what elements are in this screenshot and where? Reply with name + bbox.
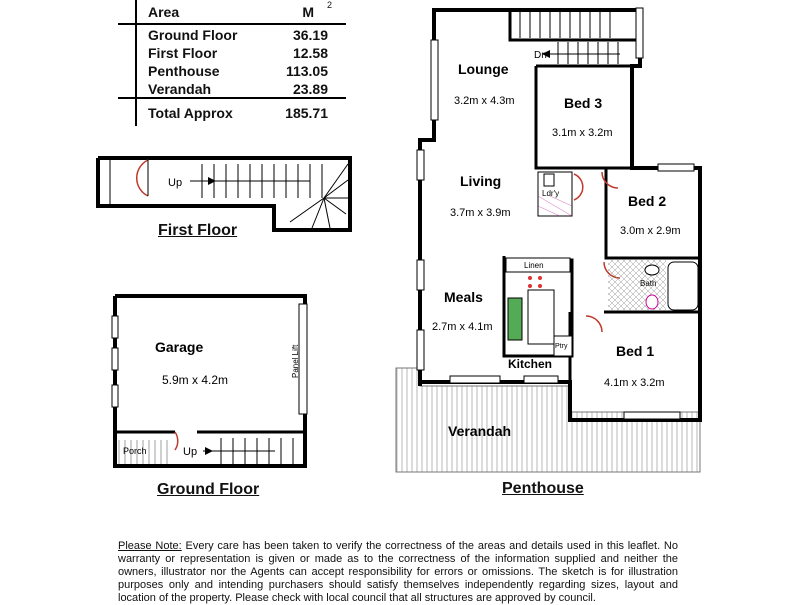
disclaimer-heading: Please Note: <box>118 540 182 552</box>
area-row-label: Ground Floor <box>148 27 238 43</box>
meals-dims: 2.7m x 4.1m <box>432 321 493 333</box>
first-floor-title: First Floor <box>158 222 238 239</box>
verandah-name: Verandah <box>448 423 512 439</box>
bed2-dims: 3.0m x 2.9m <box>620 225 681 237</box>
penthouse-plan <box>390 0 710 478</box>
lounge-dims: 3.2m x 4.3m <box>454 95 515 107</box>
panel-lift-door <box>299 304 307 414</box>
ground-floor-title: Ground Floor <box>157 481 260 498</box>
area-header-unit: M <box>302 4 314 20</box>
basin-icon <box>645 265 659 275</box>
sink-icon <box>508 298 522 340</box>
area-header-label: Area <box>148 4 180 20</box>
door-arc-icon <box>602 172 618 188</box>
bed3-dims: 3.1m x 3.2m <box>552 127 613 139</box>
area-table <box>118 0 346 128</box>
garage-dims: 5.9m x 4.2m <box>162 373 229 387</box>
linen-label: Linen <box>524 261 544 270</box>
area-row-first <box>148 45 328 63</box>
door-arc-icon <box>574 174 583 200</box>
door-arc-icon <box>586 316 602 332</box>
arrow-right-icon <box>208 177 216 185</box>
cooktop-icon <box>528 276 542 288</box>
first-floor-up-label: Up <box>168 177 183 189</box>
porch-label: Porch <box>123 446 147 456</box>
area-row-value: 36.19 <box>292 27 328 43</box>
living-name: Living <box>460 173 502 189</box>
ground-floor-up-label: Up <box>183 446 198 458</box>
garage-name: Garage <box>155 339 204 355</box>
area-row-label: First Floor <box>148 45 218 61</box>
area-header-unit-sup: 2 <box>326 0 332 10</box>
area-row-label: Verandah <box>148 81 212 97</box>
area-total-label: Total Approx <box>148 105 233 121</box>
toilet-icon <box>646 295 658 309</box>
ldry-label: Ldr'y <box>542 189 560 198</box>
pantry-label: Ptry <box>555 343 568 350</box>
door-arc-icon <box>175 432 178 450</box>
area-row-value: 113.05 <box>285 63 328 79</box>
area-row-ground <box>148 27 328 45</box>
disclaimer <box>118 540 678 605</box>
area-total-value: 185.71 <box>285 105 328 121</box>
area-row-verandah <box>148 81 328 99</box>
bed3-name: Bed 3 <box>564 95 603 111</box>
area-row-label: Penthouse <box>148 63 220 79</box>
area-row-value: 23.89 <box>292 81 328 97</box>
living-dims: 3.7m x 3.9m <box>450 207 511 219</box>
arrow-right-icon <box>205 447 213 455</box>
bed1-dims: 4.1m x 3.2m <box>604 377 665 389</box>
dn-label: Dn <box>534 50 547 61</box>
area-row-penthouse <box>148 63 328 81</box>
bath-label: Bath <box>640 279 657 288</box>
first-floor-walls <box>98 158 350 230</box>
bed1-name: Bed 1 <box>616 343 655 359</box>
door-arc-icon <box>137 160 148 196</box>
area-row-value: 12.58 <box>292 45 328 61</box>
spiral-stair-icon <box>290 164 348 228</box>
disclaimer-body: Every care has been taken to verify the correctness of the areas and details used in this leaflet. No warranty or representation is given or made as to the correctness of the information supplied and neither the owners, illustrator nor the Agents can accept responsibility for errors or omissions. The sketch is for illustration purposes only and intending purchasers should satisfy themselves independently regarding sizes, layout and location of the property. Please check with local council that all structures are approved by council. <box>118 540 678 604</box>
kitchen-name: Kitchen <box>508 357 553 371</box>
bed2-name: Bed 2 <box>628 193 667 209</box>
lounge-name: Lounge <box>458 61 509 77</box>
area-row-total <box>148 105 328 123</box>
panel-lift-label: Panel Lift <box>291 344 300 378</box>
meals-name: Meals <box>444 289 483 305</box>
ground-floor-plan <box>105 290 315 475</box>
area-table-header <box>148 0 332 22</box>
penthouse-title: Penthouse <box>502 480 584 497</box>
bathtub-icon <box>668 262 698 310</box>
